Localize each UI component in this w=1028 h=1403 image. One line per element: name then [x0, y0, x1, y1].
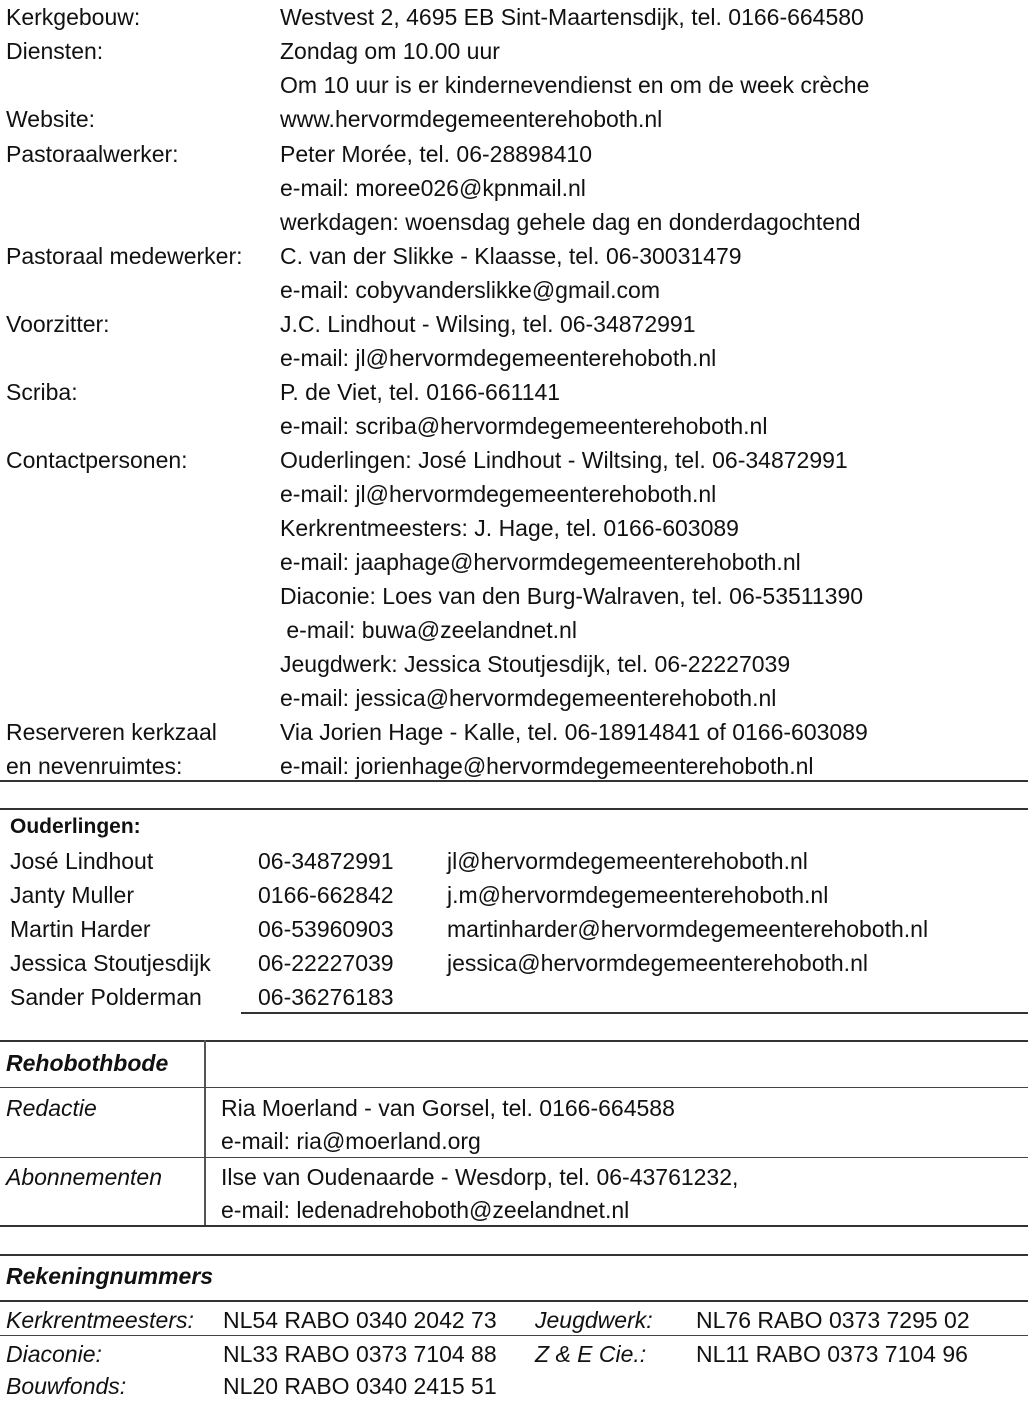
value-contact-ouderlingen-email[interactable]: e-mail: jl@hervormdegemeenterehoboth.nl [280, 481, 717, 507]
ouderling-phone: 06-22227039 [258, 950, 394, 976]
account-number: NL20 RABO 0340 2415 51 [223, 1373, 497, 1399]
account-label: Z & E Cie.: [535, 1341, 647, 1367]
ouderling-email[interactable]: jessica@hervormdegemeenterehoboth.nl [447, 950, 868, 976]
value-contact-kerkrentmeesters: Kerkrentmeesters: J. Hage, tel. 0166-603089 [280, 515, 739, 541]
account-label: Bouwfonds: [6, 1373, 127, 1399]
table-column-divider [204, 1040, 206, 1225]
account-label: Jeugdwerk: [535, 1307, 653, 1333]
table-border [0, 1225, 1028, 1227]
value-pastoraal-medewerker-email[interactable]: e-mail: cobyvanderslikke@gmail.com [280, 277, 660, 303]
ouderlingen-title: Ouderlingen: [10, 815, 141, 838]
value-diensten-1: Zondag om 10.00 uur [280, 38, 500, 64]
label-website: Website: [6, 106, 96, 132]
rehobothbode-email[interactable]: e-mail: ledenadrehoboth@zeelandnet.nl [221, 1197, 630, 1223]
ouderling-phone: 06-34872991 [258, 848, 394, 874]
value-pastoraal-medewerker-1: C. van der Slikke - Klaasse, tel. 06-30031479 [280, 243, 742, 269]
rehobothbode-value: Ilse van Oudenaarde - Wesdorp, tel. 06-43761232, [221, 1164, 739, 1190]
label-diensten: Diensten: [6, 38, 104, 64]
table-row-border [0, 1157, 1028, 1158]
rehobothbode-label: Redactie [6, 1095, 97, 1121]
value-contact-kerkrentmeesters-email[interactable]: e-mail: jaaphage@hervormdegemeenterehoboth.nl [280, 549, 801, 575]
ouderling-email[interactable]: j.m@hervormdegemeenterehoboth.nl [447, 882, 829, 908]
account-number: NL11 RABO 0373 7104 96 [696, 1341, 968, 1367]
ouderling-name: José Lindhout [10, 848, 154, 874]
value-contact-jeugdwerk: Jeugdwerk: Jessica Stoutjesdijk, tel. 06-22227039 [280, 651, 791, 677]
value-voorzitter-1: J.C. Lindhout - Wilsing, tel. 06-34872991 [280, 311, 696, 337]
value-contact-diaconie: Diaconie: Loes van den Burg-Walraven, tel. 06-53511390 [280, 583, 864, 609]
ouderling-email[interactable]: martinharder@hervormdegemeenterehoboth.nl [447, 916, 929, 942]
ouderling-name: Jessica Stoutjesdijk [10, 950, 211, 976]
rehobothbode-value: Ria Moerland - van Gorsel, tel. 0166-664588 [221, 1095, 675, 1121]
divider [0, 808, 1028, 810]
value-kerkgebouw: Westvest 2, 4695 EB Sint-Maartensdijk, tel. 0166-664580 [280, 4, 864, 30]
value-voorzitter-email[interactable]: e-mail: jl@hervormdegemeenterehoboth.nl [280, 345, 717, 371]
ouderling-name: Janty Muller [10, 882, 134, 908]
label-voorzitter: Voorzitter: [6, 311, 110, 337]
account-number: NL54 RABO 0340 2042 73 [223, 1307, 497, 1333]
value-contact-diaconie-email[interactable]: e-mail: buwa@zeelandnet.nl [280, 617, 577, 643]
rehobothbode-label: Abonnementen [6, 1164, 163, 1190]
label-reserveren-1: Reserveren kerkzaal [6, 719, 217, 745]
value-scriba-1: P. de Viet, tel. 0166-661141 [280, 379, 561, 405]
value-pastoraalwerker-1: Peter Morée, tel. 06-28898410 [280, 141, 592, 167]
value-reserveren-1: Via Jorien Hage - Kalle, tel. 06-18914841 of 0166-603089 [280, 719, 868, 745]
ouderling-phone: 06-36276183 [258, 984, 394, 1010]
ouderling-name: Sander Polderman [10, 984, 202, 1010]
value-contact-ouderlingen: Ouderlingen: José Lindhout - Wiltsing, tel. 06-34872991 [280, 447, 848, 473]
ouderling-phone: 06-53960903 [258, 916, 394, 942]
value-pastoraalwerker-werkdagen: werkdagen: woensdag gehele dag en donderdagochtend [280, 209, 861, 235]
value-pastoraalwerker-email[interactable]: e-mail: moree026@kpnmail.nl [280, 175, 586, 201]
rekeningnummers-title: Rekeningnummers [6, 1263, 214, 1289]
value-diensten-2: Om 10 uur is er kindernevendienst en om de week crèche [280, 72, 870, 98]
divider [0, 1254, 1028, 1256]
ouderling-name: Martin Harder [10, 916, 151, 942]
divider [241, 1012, 1028, 1014]
label-kerkgebouw: Kerkgebouw: [6, 4, 141, 30]
table-row-border [0, 1087, 1028, 1088]
value-scriba-email[interactable]: e-mail: scriba@hervormdegemeenterehoboth.nl [280, 413, 768, 439]
rehobothbode-email[interactable]: e-mail: ria@moerland.org [221, 1128, 481, 1154]
divider [0, 1335, 1028, 1336]
value-contact-jeugdwerk-email[interactable]: e-mail: jessica@hervormdegemeenterehoboth.nl [280, 685, 777, 711]
account-number: NL33 RABO 0373 7104 88 [223, 1341, 497, 1367]
divider [0, 780, 1028, 782]
label-reserveren-2: en nevenruimtes: [6, 753, 183, 779]
label-pastoraalwerker: Pastoraalwerker: [6, 141, 179, 167]
label-pastoraal-medewerker: Pastoraal medewerker: [6, 243, 243, 269]
ouderling-phone: 0166-662842 [258, 882, 394, 908]
label-scriba: Scriba: [6, 379, 78, 405]
website-link[interactable]: www.hervormdegemeenterehoboth.nl [280, 106, 663, 132]
ouderling-email[interactable]: jl@hervormdegemeenterehoboth.nl [447, 848, 808, 874]
table-border [0, 1040, 1028, 1042]
account-number: NL76 RABO 0373 7295 02 [696, 1307, 970, 1333]
account-label: Kerkrentmeesters: [6, 1307, 194, 1333]
account-label: Diaconie: [6, 1341, 102, 1367]
value-reserveren-email[interactable]: e-mail: jorienhage@hervormdegemeenterehoboth.nl [280, 753, 814, 779]
label-contactpersonen: Contactpersonen: [6, 447, 188, 473]
divider [0, 1300, 1028, 1302]
rehobothbode-title: Rehobothbode [6, 1050, 169, 1076]
